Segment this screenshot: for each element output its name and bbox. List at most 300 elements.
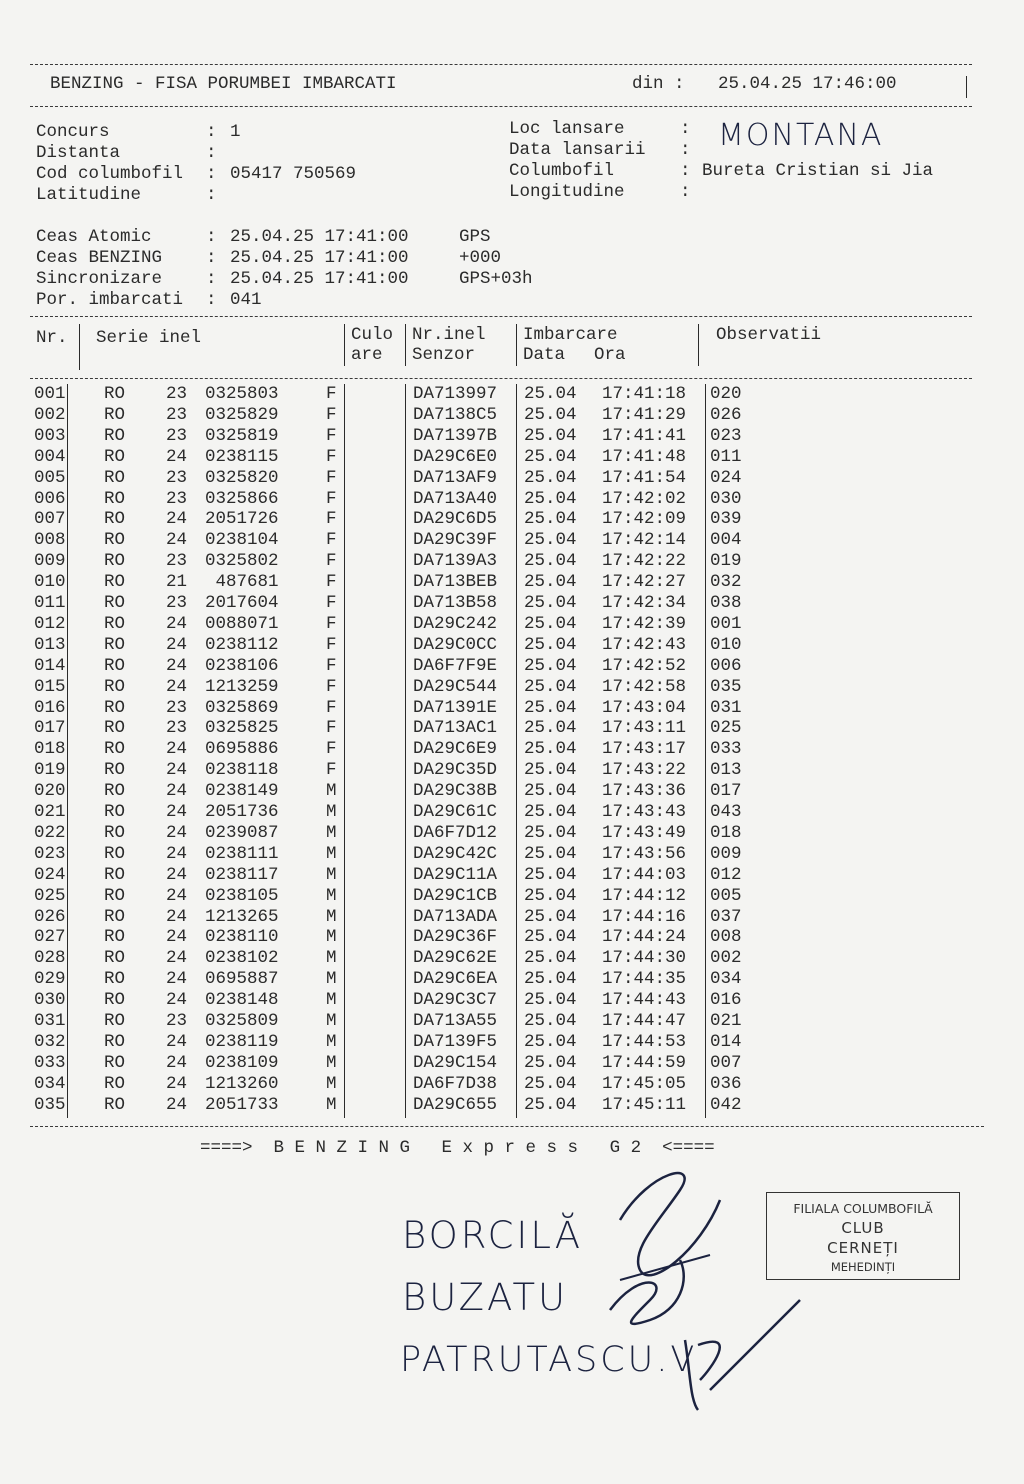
- table-row: [0, 532, 1000, 552]
- row-an: 24: [166, 614, 188, 634]
- row-obs: 039: [710, 509, 742, 529]
- row-tara: RO: [104, 760, 126, 780]
- row-nr: 027: [34, 927, 66, 947]
- row-obs: 037: [710, 907, 742, 927]
- table-row: [0, 971, 1000, 991]
- row-inel: 0695886: [205, 739, 279, 759]
- row-data: 25.04: [524, 823, 577, 843]
- row-data: 25.04: [524, 593, 577, 613]
- row-inel: 1213265: [205, 907, 279, 927]
- row-data: 25.04: [524, 1074, 577, 1094]
- info-right-label: Columbofil: [509, 161, 615, 181]
- row-inel: 2051736: [205, 802, 279, 822]
- info-right-colon: :: [680, 140, 691, 160]
- row-an: 24: [166, 844, 188, 864]
- row-inel: 0088071: [205, 614, 279, 634]
- row-ora: 17:43:36: [602, 781, 687, 801]
- row-ora: 17:43:17: [602, 739, 687, 759]
- row-senzor: DA29C35D: [413, 760, 498, 780]
- row-an: 24: [166, 865, 188, 885]
- col-culo-1: Culo: [351, 325, 394, 345]
- row-inel: 2051733: [205, 1095, 279, 1115]
- row-inel: 0238118: [205, 760, 279, 780]
- row-sex: F: [326, 551, 337, 571]
- hdr-sep-2: [344, 324, 345, 366]
- table-row: [0, 741, 1000, 761]
- row-inel: 0325802: [205, 551, 279, 571]
- stamp-line-4: MEHEDINȚI: [830, 1260, 896, 1274]
- row-ora: 17:43:56: [602, 844, 687, 864]
- row-ora: 17:44:43: [602, 990, 687, 1010]
- row-sex: M: [326, 781, 337, 801]
- row-ora: 17:43:49: [602, 823, 687, 843]
- row-inel: 0325809: [205, 1011, 279, 1031]
- row-obs: 033: [710, 739, 742, 759]
- row-an: 24: [166, 886, 188, 906]
- info-left-colon: :: [206, 164, 217, 184]
- row-ora: 17:42:34: [602, 593, 687, 613]
- row-senzor: DA29C61C: [413, 802, 498, 822]
- row-data: 25.04: [524, 635, 577, 655]
- row-ora: 17:44:47: [602, 1011, 687, 1031]
- row-sex: M: [326, 1053, 337, 1073]
- row-sex: F: [326, 656, 337, 676]
- row-senzor: DA29C154: [413, 1053, 498, 1073]
- row-data: 25.04: [524, 1095, 577, 1115]
- row-tara: RO: [104, 551, 126, 571]
- row-an: 21: [166, 572, 188, 592]
- row-nr: 010: [34, 572, 66, 592]
- table-row: [0, 700, 1000, 720]
- row-ora: 17:41:41: [602, 426, 687, 446]
- row-senzor: DA29C6E0: [413, 447, 498, 467]
- header-edge: [966, 76, 967, 98]
- row-ora: 17:44:24: [602, 927, 687, 947]
- row-data: 25.04: [524, 948, 577, 968]
- clock-extra: +000: [459, 248, 502, 268]
- row-senzor: DA6F7D38: [413, 1074, 498, 1094]
- col-nrinel-1: Nr.inel: [412, 325, 486, 345]
- table-header-rule: [30, 378, 972, 379]
- row-nr: 031: [34, 1011, 66, 1031]
- row-senzor: DA713A40: [413, 489, 498, 509]
- body-sep-2: [344, 384, 345, 1118]
- row-tara: RO: [104, 405, 126, 425]
- row-obs: 024: [710, 468, 742, 488]
- row-obs: 014: [710, 1032, 742, 1052]
- row-data: 25.04: [524, 886, 577, 906]
- row-nr: 025: [34, 886, 66, 906]
- row-sex: M: [326, 1011, 337, 1031]
- table-row: [0, 553, 1000, 573]
- row-an: 24: [166, 635, 188, 655]
- row-an: 24: [166, 1032, 188, 1052]
- row-ora: 17:42:39: [602, 614, 687, 634]
- info-right-colon: :: [680, 161, 691, 181]
- table-row: [0, 679, 1000, 699]
- row-an: 24: [166, 656, 188, 676]
- row-tara: RO: [104, 990, 126, 1010]
- info-left-label: Distanta: [36, 143, 121, 163]
- table-row: [0, 720, 1000, 740]
- clock-value: 25.04.25 17:41:00: [230, 227, 409, 247]
- row-senzor: DA71397B: [413, 426, 498, 446]
- row-sex: M: [326, 844, 337, 864]
- clock-value: 25.04.25 17:41:00: [230, 269, 409, 289]
- info-left-label: Cod columbofil: [36, 164, 184, 184]
- row-nr: 021: [34, 802, 66, 822]
- row-nr: 013: [34, 635, 66, 655]
- row-senzor: DA29C62E: [413, 948, 498, 968]
- row-an: 23: [166, 384, 188, 404]
- table-row: [0, 491, 1000, 511]
- row-data: 25.04: [524, 844, 577, 864]
- row-senzor: DA713B58: [413, 593, 498, 613]
- row-senzor: DA29C1CB: [413, 886, 498, 906]
- row-ora: 17:43:43: [602, 802, 687, 822]
- body-sep-1: [67, 384, 68, 1118]
- row-nr: 015: [34, 677, 66, 697]
- row-sex: M: [326, 927, 337, 947]
- row-ora: 17:44:16: [602, 907, 687, 927]
- stamp-line-1: FILIALA COLUMBOFILĂ: [793, 1201, 933, 1216]
- row-an: 24: [166, 781, 188, 801]
- row-sex: F: [326, 614, 337, 634]
- row-an: 24: [166, 677, 188, 697]
- row-senzor: DA71391E: [413, 698, 498, 718]
- table-row: [0, 929, 1000, 949]
- row-nr: 007: [34, 509, 66, 529]
- row-data: 25.04: [524, 551, 577, 571]
- row-ora: 17:42:27: [602, 572, 687, 592]
- row-tara: RO: [104, 1011, 126, 1031]
- clock-label: Sincronizare: [36, 269, 163, 289]
- row-nr: 002: [34, 405, 66, 425]
- row-obs: 008: [710, 927, 742, 947]
- row-nr: 022: [34, 823, 66, 843]
- row-ora: 17:43:04: [602, 698, 687, 718]
- din-label: din :: [632, 74, 685, 94]
- row-data: 25.04: [524, 426, 577, 446]
- info-left-colon: :: [206, 122, 217, 142]
- row-obs: 019: [710, 551, 742, 571]
- row-sex: F: [326, 426, 337, 446]
- row-obs: 042: [710, 1095, 742, 1115]
- row-tara: RO: [104, 1053, 126, 1073]
- row-sex: M: [326, 802, 337, 822]
- row-tara: RO: [104, 1095, 126, 1115]
- loc-lansare-handwritten: MONTANA: [718, 118, 884, 153]
- col-data: Data: [523, 345, 566, 365]
- row-nr: 035: [34, 1095, 66, 1115]
- table-row: [0, 407, 1000, 427]
- row-tara: RO: [104, 447, 126, 467]
- row-tara: RO: [104, 468, 126, 488]
- row-obs: 034: [710, 969, 742, 989]
- row-nr: 001: [34, 384, 66, 404]
- row-obs: 031: [710, 698, 742, 718]
- table-row: [0, 574, 1000, 594]
- row-inel: 0325866: [205, 489, 279, 509]
- stamp-line-2: CLUB: [841, 1219, 885, 1237]
- table-row: [0, 846, 1000, 866]
- row-tara: RO: [104, 865, 126, 885]
- row-obs: 030: [710, 489, 742, 509]
- header-rule: [30, 106, 972, 107]
- row-nr: 034: [34, 1074, 66, 1094]
- row-nr: 008: [34, 530, 66, 550]
- row-inel: 0238149: [205, 781, 279, 801]
- row-tara: RO: [104, 614, 126, 634]
- col-serie: Serie inel: [96, 328, 202, 348]
- row-sex: F: [326, 739, 337, 759]
- row-data: 25.04: [524, 384, 577, 404]
- signature-borcila: BORCILĂ: [402, 1214, 584, 1257]
- row-data: 25.04: [524, 698, 577, 718]
- row-obs: 016: [710, 990, 742, 1010]
- row-tara: RO: [104, 384, 126, 404]
- col-nr: Nr.: [36, 328, 68, 348]
- hdr-sep-5: [698, 324, 699, 366]
- row-obs: 002: [710, 948, 742, 968]
- row-senzor: DA6F7F9E: [413, 656, 498, 676]
- row-inel: 0238119: [205, 1032, 279, 1052]
- row-inel: 487681: [205, 572, 279, 592]
- row-nr: 004: [34, 447, 66, 467]
- row-an: 23: [166, 1011, 188, 1031]
- top-rule: [30, 64, 972, 65]
- row-obs: 009: [710, 844, 742, 864]
- row-an: 23: [166, 718, 188, 738]
- row-obs: 023: [710, 426, 742, 446]
- hdr-sep-3: [405, 324, 406, 366]
- row-obs: 020: [710, 384, 742, 404]
- signature-patrutascu: PATRUTASCU.V: [400, 1340, 698, 1380]
- row-nr: 006: [34, 489, 66, 509]
- row-inel: 0325803: [205, 384, 279, 404]
- row-data: 25.04: [524, 739, 577, 759]
- row-obs: 011: [710, 447, 742, 467]
- row-tara: RO: [104, 718, 126, 738]
- info-right-label: Loc lansare: [509, 119, 625, 139]
- row-an: 24: [166, 802, 188, 822]
- row-obs: 032: [710, 572, 742, 592]
- row-tara: RO: [104, 1074, 126, 1094]
- din-value: 25.04.25 17:46:00: [718, 74, 897, 94]
- row-inel: 1213259: [205, 677, 279, 697]
- col-imbarcare: Imbarcare: [523, 325, 618, 345]
- table-row: [0, 386, 1000, 406]
- row-data: 25.04: [524, 489, 577, 509]
- row-senzor: DA29C39F: [413, 530, 498, 550]
- row-sex: F: [326, 447, 337, 467]
- col-ora: Ora: [594, 345, 626, 365]
- row-data: 25.04: [524, 677, 577, 697]
- row-tara: RO: [104, 426, 126, 446]
- row-nr: 029: [34, 969, 66, 989]
- hdr-sep-1: [79, 324, 80, 370]
- row-inel: 0238106: [205, 656, 279, 676]
- row-obs: 036: [710, 1074, 742, 1094]
- row-tara: RO: [104, 969, 126, 989]
- row-senzor: DA29C242: [413, 614, 498, 634]
- row-senzor: DA29C6E9: [413, 739, 498, 759]
- row-sex: M: [326, 1032, 337, 1052]
- table-row: [0, 1034, 1000, 1054]
- club-stamp: [766, 1192, 960, 1280]
- row-senzor: DA29C3C7: [413, 990, 498, 1010]
- row-tara: RO: [104, 635, 126, 655]
- table-row: [0, 888, 1000, 908]
- row-inel: 0325820: [205, 468, 279, 488]
- row-nr: 012: [34, 614, 66, 634]
- row-sex: M: [326, 907, 337, 927]
- row-an: 24: [166, 948, 188, 968]
- table-row: [0, 992, 1000, 1012]
- row-senzor: DA29C6D5: [413, 509, 498, 529]
- row-sex: M: [326, 823, 337, 843]
- row-senzor: DA29C36F: [413, 927, 498, 947]
- table-row: [0, 909, 1000, 929]
- col-nrinel-2: Senzor: [412, 345, 476, 365]
- row-ora: 17:42:43: [602, 635, 687, 655]
- row-an: 24: [166, 509, 188, 529]
- row-ora: 17:41:29: [602, 405, 687, 425]
- row-sex: F: [326, 718, 337, 738]
- row-nr: 033: [34, 1053, 66, 1073]
- row-obs: 038: [710, 593, 742, 613]
- row-ora: 17:44:53: [602, 1032, 687, 1052]
- row-an: 23: [166, 426, 188, 446]
- row-ora: 17:44:30: [602, 948, 687, 968]
- row-senzor: DA29C0CC: [413, 635, 498, 655]
- hdr-sep-4: [516, 324, 517, 366]
- row-tara: RO: [104, 781, 126, 801]
- row-obs: 017: [710, 781, 742, 801]
- row-an: 23: [166, 489, 188, 509]
- info-left-value: 1: [230, 122, 241, 142]
- row-inel: 0238117: [205, 865, 279, 885]
- clock-colon: :: [206, 227, 217, 247]
- row-inel: 0238102: [205, 948, 279, 968]
- row-data: 25.04: [524, 718, 577, 738]
- row-obs: 025: [710, 718, 742, 738]
- row-sex: F: [326, 509, 337, 529]
- row-ora: 17:43:11: [602, 718, 687, 738]
- row-nr: 014: [34, 656, 66, 676]
- table-row: [0, 825, 1000, 845]
- row-obs: 013: [710, 760, 742, 780]
- row-sex: M: [326, 886, 337, 906]
- row-ora: 17:41:18: [602, 384, 687, 404]
- row-sex: F: [326, 572, 337, 592]
- row-inel: 0238148: [205, 990, 279, 1010]
- row-data: 25.04: [524, 572, 577, 592]
- row-inel: 2017604: [205, 593, 279, 613]
- row-nr: 017: [34, 718, 66, 738]
- row-obs: 018: [710, 823, 742, 843]
- row-sex: M: [326, 865, 337, 885]
- row-data: 25.04: [524, 468, 577, 488]
- row-tara: RO: [104, 1032, 126, 1052]
- row-an: 24: [166, 927, 188, 947]
- table-top-rule: [30, 316, 972, 317]
- row-inel: 1213260: [205, 1074, 279, 1094]
- row-inel: 0238111: [205, 844, 279, 864]
- row-nr: 003: [34, 426, 66, 446]
- row-nr: 009: [34, 551, 66, 571]
- row-senzor: DA7138C5: [413, 405, 498, 425]
- row-obs: 004: [710, 530, 742, 550]
- row-obs: 035: [710, 677, 742, 697]
- row-tara: RO: [104, 572, 126, 592]
- row-sex: F: [326, 530, 337, 550]
- row-sex: F: [326, 384, 337, 404]
- row-tara: RO: [104, 509, 126, 529]
- row-an: 23: [166, 593, 188, 613]
- row-ora: 17:41:54: [602, 468, 687, 488]
- row-senzor: DA6F7D12: [413, 823, 498, 843]
- row-sex: F: [326, 677, 337, 697]
- row-sex: M: [326, 1074, 337, 1094]
- info-right-label: Data lansarii: [509, 140, 646, 160]
- row-tara: RO: [104, 907, 126, 927]
- row-data: 25.04: [524, 1032, 577, 1052]
- row-senzor: DA29C6EA: [413, 969, 498, 989]
- row-sex: F: [326, 698, 337, 718]
- row-inel: 0325829: [205, 405, 279, 425]
- row-nr: 011: [34, 593, 66, 613]
- row-data: 25.04: [524, 1053, 577, 1073]
- row-tara: RO: [104, 802, 126, 822]
- info-left-value: 05417 750569: [230, 164, 357, 184]
- row-data: 25.04: [524, 802, 577, 822]
- clock-extra: GPS: [459, 227, 491, 247]
- express-footer: ====> B E N Z I N G E x p r e s s G 2 <====: [200, 1138, 715, 1158]
- row-data: 25.04: [524, 1011, 577, 1031]
- row-data: 25.04: [524, 865, 577, 885]
- row-tara: RO: [104, 489, 126, 509]
- row-an: 24: [166, 990, 188, 1010]
- clock-colon: :: [206, 248, 217, 268]
- row-ora: 17:42:02: [602, 489, 687, 509]
- row-tara: RO: [104, 927, 126, 947]
- row-nr: 019: [34, 760, 66, 780]
- row-an: 23: [166, 405, 188, 425]
- row-nr: 018: [34, 739, 66, 759]
- table-row: [0, 867, 1000, 887]
- row-an: 23: [166, 698, 188, 718]
- info-right-label: Longitudine: [509, 182, 625, 202]
- row-an: 24: [166, 760, 188, 780]
- table-row: [0, 1076, 1000, 1096]
- clock-label: Ceas Atomic: [36, 227, 152, 247]
- row-an: 23: [166, 551, 188, 571]
- row-ora: 17:44:59: [602, 1053, 687, 1073]
- table-row: [0, 783, 1000, 803]
- row-tara: RO: [104, 530, 126, 550]
- row-sex: F: [326, 635, 337, 655]
- row-nr: 024: [34, 865, 66, 885]
- row-senzor: DA29C42C: [413, 844, 498, 864]
- row-data: 25.04: [524, 781, 577, 801]
- row-inel: 0695887: [205, 969, 279, 989]
- row-nr: 020: [34, 781, 66, 801]
- row-an: 24: [166, 969, 188, 989]
- row-inel: 0238112: [205, 635, 279, 655]
- row-senzor: DA713AF9: [413, 468, 498, 488]
- body-sep-5: [705, 384, 706, 1118]
